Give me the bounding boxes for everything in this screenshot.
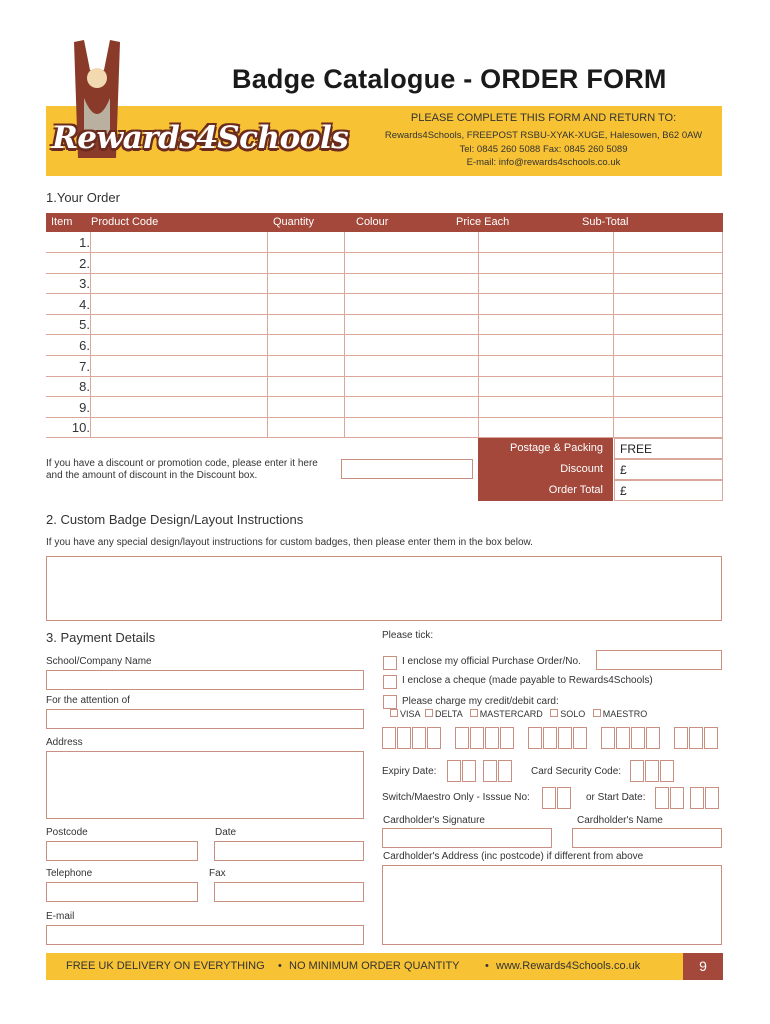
row-number: 5. [79,317,90,333]
email-label: E-mail [46,911,75,922]
card-number-cell[interactable] [427,727,441,749]
logo-wordmark: Rewards4Schools [52,120,349,156]
card-maestro: MAESTRO [602,709,648,719]
card-number-cell[interactable] [689,727,703,749]
total-value[interactable]: £ [614,480,723,501]
issue-label: Switch/Maestro Only - Isssue No: [382,792,530,803]
card-type-options [390,709,647,719]
school-label: School/Company Name [46,656,152,667]
telephone-label: Telephone [46,868,93,879]
delta-checkbox[interactable] [425,709,433,717]
po-checkbox[interactable] [383,656,397,670]
card-mastercard: MASTERCARD [479,709,543,719]
footer-website: www.Rewards4Schools.co.uk [496,960,641,972]
table-row[interactable] [46,417,723,438]
return-address: Rewards4Schools, FREEPOST RSBU-XYAK-XUGE, Halesowen, B62 0AW [384,130,703,141]
return-heading: PLEASE COMPLETE THIS FORM AND RETURN TO: [410,112,677,124]
card-number-cell[interactable] [674,727,688,749]
row-number: 7. [79,358,90,374]
signature-input[interactable] [382,828,552,848]
table-row[interactable] [46,335,723,356]
card-number-cell[interactable] [397,727,411,749]
discount-label: Discount [478,459,613,480]
issue-cell[interactable] [542,787,556,809]
date-label: Date [215,827,237,838]
card-visa: VISA [400,709,421,719]
order-heading: 1.Your Order [46,190,120,205]
col-item: Item [51,216,73,228]
card-label: Please charge my credit/debit card: [402,696,559,707]
discount-note-2: and the amount of discount in the Discount box. [46,470,258,481]
card-number-cell[interactable] [616,727,630,749]
cardholder-name-input[interactable] [572,828,722,848]
card-number-cell[interactable] [382,727,396,749]
expiry-label: Expiry Date: [382,766,437,777]
page-number: 9 [683,953,723,980]
custom-heading: 2. Custom Badge Design/Layout Instructions [46,512,304,527]
card-delta: DELTA [435,709,463,719]
table-row[interactable] [46,232,723,253]
row-number: 9. [79,399,90,415]
attention-label: For the attention of [46,695,130,706]
expiry-cell[interactable] [498,760,512,782]
col-price-each: Price Each [456,216,510,228]
cardholder-address-input[interactable] [382,865,722,945]
security-cell[interactable] [660,760,674,782]
table-row[interactable] [46,253,723,274]
card-number-cell[interactable] [601,727,615,749]
postcode-input[interactable] [46,841,198,861]
row-number: 2. [79,255,90,271]
start-date-cell[interactable] [655,787,669,809]
email-input[interactable] [46,925,364,945]
col-colour: Colour [356,216,389,228]
card-number-cell[interactable] [704,727,718,749]
cheque-checkbox[interactable] [383,675,397,689]
table-row[interactable] [46,397,723,418]
row-number: 10. [71,420,90,436]
card-number-cell[interactable] [528,727,542,749]
start-date-cell[interactable] [705,787,719,809]
postage-value: FREE [614,438,723,459]
table-row[interactable] [46,356,723,377]
start-label: or Start Date: [586,792,646,803]
postage-label: Postage & Packing [478,438,613,459]
security-cell[interactable] [645,760,659,782]
telephone-input[interactable] [46,882,198,902]
fax-label: Fax [209,868,226,879]
address-input[interactable] [46,751,364,819]
card-number-cell[interactable] [631,727,645,749]
table-row[interactable] [46,314,723,335]
maestro-checkbox[interactable] [593,709,601,717]
promo-code-input[interactable] [341,459,473,479]
return-email: E-mail: info@rewards4schools.co.uk [466,157,621,168]
row-number: 6. [79,338,90,353]
cardholder-address-label: Cardholder's Address (inc postcode) if different from above [383,851,644,862]
custom-instructions-input[interactable] [46,556,722,621]
discount-value[interactable]: £ [614,459,723,480]
row-number: 1. [79,235,90,250]
card-number-cell[interactable] [543,727,557,749]
cheque-label: I enclose a cheque (made payable to Rewards4Schools) [402,675,653,686]
footer-bullet-2: • [485,960,489,972]
card-number-cell[interactable] [455,727,469,749]
discount-note-1: If you have a discount or promotion code, please enter it here [46,458,318,469]
visa-checkbox[interactable] [390,709,398,717]
issue-cell[interactable] [557,787,571,809]
card-number-cell[interactable] [470,727,484,749]
start-date-cell[interactable] [690,787,704,809]
card-number-cell[interactable] [646,727,660,749]
custom-note: If you have any special design/layout instructions for custom badges, then please enter them in the box below. [46,537,533,548]
card-number-cell[interactable] [485,727,499,749]
table-row[interactable] [46,294,723,315]
card-solo: SOLO [560,709,586,719]
security-cell[interactable] [630,760,644,782]
payment-heading: 3. Payment Details [46,630,156,645]
table-row[interactable] [46,273,723,294]
cardholder-name-label: Cardholder's Name [577,815,663,826]
footer-bar [46,953,683,980]
return-phone: Tel: 0845 260 5088 Fax: 0845 260 5089 [459,144,628,155]
card-number-cell[interactable] [573,727,587,749]
expiry-cell[interactable] [483,760,497,782]
total-label: Order Total [478,480,613,501]
col-sub-total: Sub-Total [582,216,629,228]
card-number-cell[interactable] [558,727,572,749]
footer-minimum: NO MINIMUM ORDER QUANTITY [289,960,460,972]
start-date-cell[interactable] [670,787,684,809]
order-table-header [46,213,723,232]
please-tick-label: Please tick: [382,630,434,641]
card-checkbox[interactable] [383,695,397,709]
po-number-input[interactable] [596,650,722,670]
col-quantity: Quantity [273,216,314,228]
expiry-cell[interactable] [447,760,461,782]
school-input[interactable] [46,670,364,690]
expiry-cell[interactable] [462,760,476,782]
card-number-cell[interactable] [412,727,426,749]
security-label: Card Security Code: [531,766,622,777]
mastercard-checkbox[interactable] [470,709,478,717]
card-number-cell[interactable] [500,727,514,749]
solo-checkbox[interactable] [550,709,558,717]
postcode-label: Postcode [46,827,88,838]
row-number: 3. [79,276,90,292]
row-number: 8. [79,379,90,395]
col-product-code: Product Code [91,216,159,228]
footer-delivery: FREE UK DELIVERY ON EVERYTHING [66,960,265,972]
page-title: Badge Catalogue - ORDER FORM [232,64,667,94]
footer-bullet-1: • [278,960,282,972]
row-number: 4. [79,296,90,312]
fax-input[interactable] [214,882,364,902]
signature-label: Cardholder's Signature [383,815,485,826]
attention-input[interactable] [46,709,364,729]
address-label: Address [46,737,83,748]
date-input[interactable] [214,841,364,861]
po-label: I enclose my official Purchase Order/No. [402,656,581,667]
table-row[interactable] [46,376,723,397]
